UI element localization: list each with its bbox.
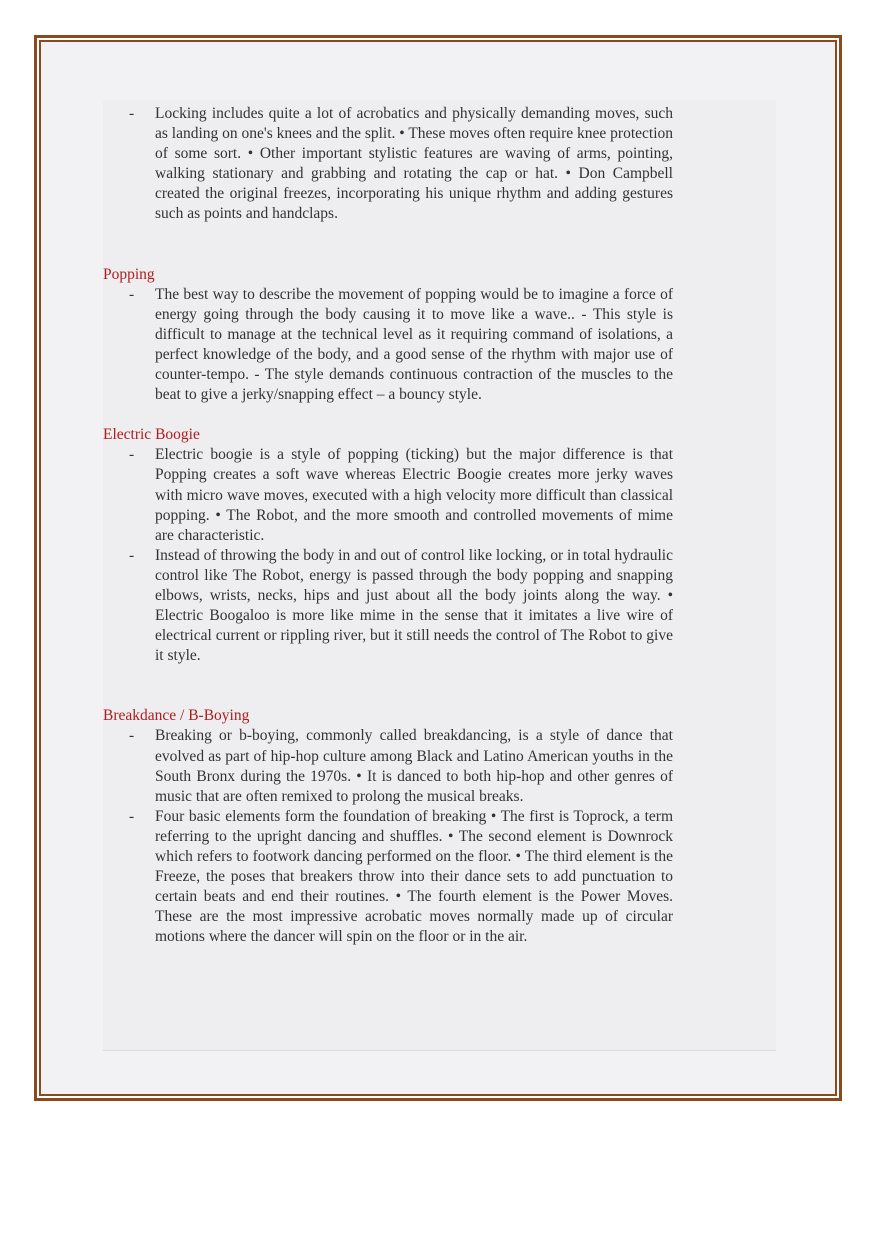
list-item	[103, 726, 673, 806]
dash-bullet: -	[129, 807, 135, 825]
list-item	[103, 807, 673, 948]
section-heading-electric-boogie: Electric Boogie	[103, 426, 200, 444]
dash-bullet: -	[129, 105, 135, 122]
section-heading-popping: Popping	[103, 265, 155, 283]
dash-bullet: -	[129, 285, 135, 303]
dash-bullet: -	[129, 546, 135, 564]
list-item-text: Electric boogie is a style of popping (ticking) but the major difference is that Popping creates a soft wave whereas Electric Boogie creates more jerky waves with micro wave moves, executed with a high velocity more difficult than classical popping. • The Robot, and the more smooth and controlled movements of mime are characteristic.	[155, 446, 673, 544]
popping-list	[103, 285, 673, 406]
dash-bullet: -	[129, 446, 135, 464]
list-item-text: Four basic elements form the foundation of breaking • The first is Toprock, a term referring to the upright dancing and shuffles. • The second element is Downrock which refers to footwork dancing performed on the floor. • The third element is the Freeze, the poses that breakers throw into their dance sets to add punctuation to certain beats and end their routines. • The fourth element is the Power Moves. These are the most impressive acrobatic moves normally made up of circular motions where the dancer will spin on the floor or in the air.	[155, 807, 673, 946]
spacer	[103, 666, 673, 706]
list-item-text: Instead of throwing the body in and out of control like locking, or in total hydraulic control like The Robot, energy is passed through the body popping and snapping elbows, wrists, necks, hips and just about all the body joints along the way. • Electric Boogaloo is more like mime in the sense that it imitates a live wire of electrical current or rippling river, but it still needs the control of The Robot to give it style.	[155, 546, 673, 665]
electric-boogie-list	[103, 445, 673, 666]
list-item-text: Breaking or b-boying, commonly called breakdancing, is a style of dance that evolved as part of hip-hop culture among Black and Latino American youths in the South Bronx during the 1970s. • It is danced to both hip-hop and other genres of music that are often remixed to prolong the musical breaks.	[155, 727, 673, 805]
breakdance-list	[103, 726, 673, 947]
list-item	[103, 445, 673, 545]
dash-bullet: -	[129, 727, 135, 745]
spacer	[103, 405, 673, 425]
list-item-text: The best way to describe the movement of popping would be to imagine a force of energy going through the body causing it to move like a wave.. - This style is difficult to manage at the technical level as it requiring command of isolations, a perfect knowledge of the body, and a good sense of the rhythm with major use of counter-tempo. - The style demands continuous contraction of the muscles to the beat to give a jerky/snapping effect – a bouncy style.	[155, 285, 673, 404]
list-item	[103, 104, 673, 225]
spacer	[103, 225, 673, 265]
document-body	[103, 104, 673, 947]
list-item	[103, 546, 673, 667]
section-heading-breakdance: Breakdance / B-Boying	[103, 707, 250, 725]
list-item-text: Locking includes quite a lot of acrobatics and physically demanding moves, such as landing on one's knees and the split. • These moves often require knee protection of some sort. • Other important stylistic features are waving of arms, pointing, walking stationary and grabbing and rotating the cap or hat. • Don Campbell created the original freezes, incorporating his unique rhythm and adding gestures such as points and handclaps.	[155, 105, 674, 223]
list-item	[103, 285, 673, 406]
locking-list	[103, 104, 673, 225]
